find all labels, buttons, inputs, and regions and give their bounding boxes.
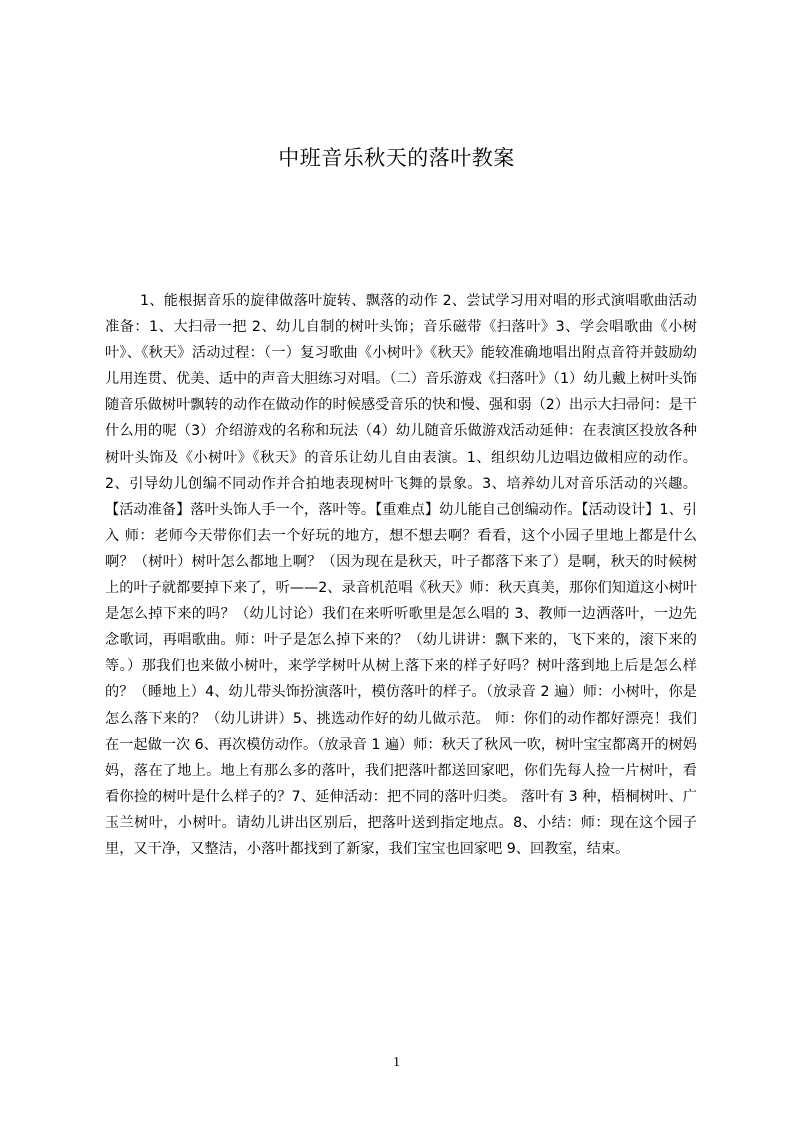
document-body-paragraph: 1、能根据音乐的旋律做落叶旋转、飘落的动作 2、尝试学习用对唱的形式演唱歌曲活动准备：1、大扫帚一把 2、幼儿自制的树叶头饰；音乐磁带《扫落叶》3、学会唱歌曲《小树叶》、《秋天》活动过程：（一）复习歌曲《小树叶》《秋天》能较准确地唱出附点音符并鼓励幼儿用连贯、优美、适中的声音大胆练习对唱。（二）音乐游戏《扫落叶》（1）幼儿戴上树叶头饰随音乐做树叶飘转的动作在做动作的时候感受音乐的快和慢、强和弱（2）出示大扫帚问：是干什么用的呢（3）介绍游戏的名称和玩法（4）幼儿随音乐做游戏活动延伸：在表演区投放各种树叶头饰及《小树叶》《秋天》的音乐让幼儿自由表演。1、组织幼儿边唱边做相应的动作。 2、引导幼儿创编不同动作并合拍地表现树叶飞舞的景象。3、培养幼儿对音乐活动的兴趣。【活动准备】落叶头饰人手一个，落叶等。【重难点】幼儿能自己创编动作。【活动设计】1、引入 师：老师今天带你们去一个好玩的地方，想不想去啊？看看，这个小园子里地上都是什么啊？（树叶）树叶怎么都地上啊？（因为现在是秋天，叶子都落下来了）是啊，秋天的时候树上的叶子就都要掉下来了，听——2、录音机范唱《秋天》师：秋天真美，那你们知道这小树叶是怎么掉下来的吗？（幼儿讨论）我们在来听听歌里是怎么唱的 3、教师一边洒落叶，一边先念歌词，再唱歌曲。师：叶子是怎么掉下来的？（幼儿讲讲：飘下来的，飞下来的，滚下来的等。）那我们也来做小树叶，来学学树叶从树上落下来的样子好吗？树叶落到地上后是怎么样的？（睡地上）4、幼儿带头饰扮演落叶，模仿落叶的样子。（放录音 2 遍）师：小树叶，你是怎么落下来的？（幼儿讲讲）5、挑选动作好的幼儿做示范。 师：你们的动作都好漂亮！我们在一起做一次 6、再次模仿动作。（放录音 1 遍）师：秋天了秋风一吹，树叶宝宝都离开的树妈妈，落在了地上。地上有那么多的落叶，我们把落叶都送回家吧，你们先每人捡一片树叶，看看你捡的树叶是什么样子的？7、延伸活动：把不同的落叶归类。 落叶有 3 种，梧桐树叶、广玉兰树叶，小树叶。请幼儿讲出区别后，把落叶送到指定地点。8、小结：师：现在这个园子里，又干净，又整洁，小落叶都找到了新家，我们宝宝也回家吧 9、回教室，结束。 bbox=[105, 293, 697, 857]
document-title: 中班音乐秋天的落叶教案 bbox=[278, 146, 515, 170]
page-number: 1 bbox=[393, 1055, 400, 1070]
